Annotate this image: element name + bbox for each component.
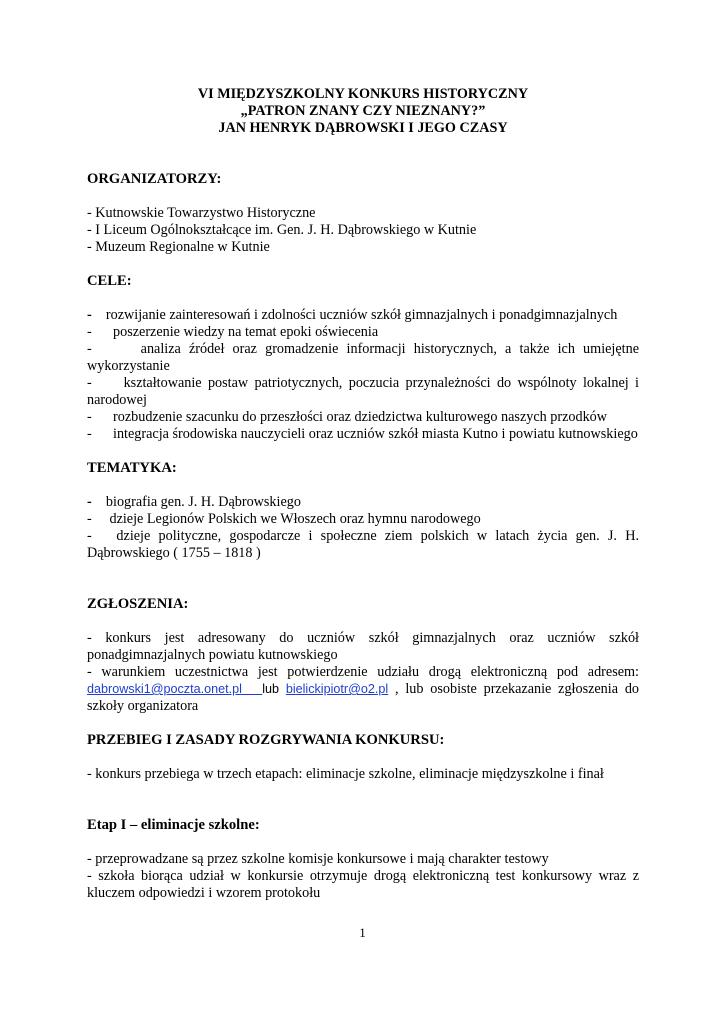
topic-dash: -	[87, 494, 92, 510]
goal-dash: -	[87, 426, 92, 442]
organizers-list	[87, 205, 639, 256]
goal-text: rozwijanie zainteresowań i zdolności uczniów szkół gimnazjalnych i ponadgimnazjalnych	[105, 307, 618, 323]
goals-heading: CELE:	[87, 273, 132, 289]
goal-dash: -	[87, 375, 92, 391]
topic-dash: -	[87, 528, 92, 544]
topic-item	[87, 528, 639, 562]
goal-dash: -	[87, 341, 92, 357]
course-item: - konkurs przebiega w trzech etapach: eliminacje szkolne, eliminacje międzyszkolne i finał	[87, 766, 604, 782]
topic-item	[87, 511, 639, 528]
document-title	[87, 86, 639, 137]
applications-heading: ZGŁOSZENIA:	[87, 596, 189, 612]
stage1-item: - przeprowadzane są przez szkolne komisje konkursowe i mają charakter testowy	[87, 851, 549, 867]
stage1-heading: Etap I – eliminacje szkolne:	[87, 817, 260, 833]
stage1-item: - szkoła biorąca udział w konkursie otrzymuje drogą elektroniczną test konkursowy wraz z kluczem odpowiedzi i wzorem protokołu	[87, 868, 639, 901]
email-link-dabrowski[interactable]: dabrowski1@poczta.onet.pl	[87, 682, 242, 696]
applications-list	[87, 630, 639, 715]
email-link-bielicki[interactable]: bielickipiotr@o2.pl	[285, 682, 389, 696]
goal-item	[87, 341, 639, 375]
goals-list	[87, 307, 639, 443]
topic-text: dzieje polityczne, gospodarcze i społeczne ziem polskich w latach życia gen. J. H. Dąbrowskiego ( 1755 – 1818 )	[87, 528, 639, 561]
organizer-item: - I Liceum Ogólnokształcące im. Gen. J. H. Dąbrowskiego w Kutnie	[87, 222, 477, 238]
goal-item	[87, 307, 639, 324]
goal-text: rozbudzenie szacunku do przeszłości oraz dziedzictwa kulturowego naszych przodków	[113, 409, 608, 425]
title-line-2: „PATRON ZNANY CZY NIEZNANY?”	[240, 103, 486, 119]
goal-text: integracja środowiska nauczycieli oraz uczniów szkół miasta Kutno i powiatu kutnowskiego	[113, 426, 638, 442]
course-heading: PRZEBIEG I ZASADY ROZGRYWANIA KONKURSU:	[87, 732, 445, 748]
organizer-item: - Muzeum Regionalne w Kutnie	[87, 239, 270, 255]
topic-dash: -	[87, 511, 92, 527]
topics-list	[87, 494, 639, 562]
application-item	[87, 664, 639, 715]
organizers-heading: ORGANIZATORZY:	[87, 171, 222, 187]
goal-item	[87, 375, 639, 409]
application-text: - warunkiem uczestnictwa jest potwierdzenie udziału drogą elektroniczną pod adresem:	[87, 664, 639, 680]
goal-text: poszerzenie wiedzy na temat epoki oświecenia	[113, 324, 379, 340]
title-line-1: VI MIĘDZYSZKOLNY KONKURS HISTORYCZNY	[197, 86, 529, 102]
goal-dash: -	[87, 324, 92, 340]
goal-item	[87, 324, 639, 341]
document-page	[87, 86, 639, 902]
application-item: - konkurs jest adresowany do uczniów szkół gimnazjalnych oraz uczniów szkół ponadgimnazjalnych powiatu kutnowskiego	[87, 630, 639, 663]
goal-dash: -	[87, 409, 92, 425]
organizer-item: - Kutnowskie Towarzystwo Historyczne	[87, 205, 316, 221]
goal-text: analiza źródeł oraz gromadzenie informacji historycznych, a także ich umiejętne wykorzystanie	[87, 341, 639, 374]
topics-heading: TEMATYKA:	[87, 460, 177, 476]
or-text: lub	[262, 682, 279, 696]
title-line-3: JAN HENRYK DĄBROWSKI I JEGO CZASY	[218, 120, 508, 136]
goal-text: kształtowanie postaw patriotycznych, poczucia przynależności do wspólnoty lokalnej i narodowej	[87, 375, 639, 408]
goal-item	[87, 426, 639, 443]
goal-item	[87, 409, 639, 426]
topic-text: biografia gen. J. H. Dąbrowskiego	[105, 494, 301, 510]
topic-item	[87, 494, 639, 511]
goal-dash: -	[87, 307, 92, 323]
application-tail: , lub osobiste przekazanie zgłoszenia do szkoły organizatora	[87, 681, 640, 714]
stage1-list	[87, 851, 639, 902]
page-number: 1	[359, 925, 366, 940]
topic-text: dzieje Legionów Polskich we Włoszech oraz hymnu narodowego	[109, 511, 481, 527]
